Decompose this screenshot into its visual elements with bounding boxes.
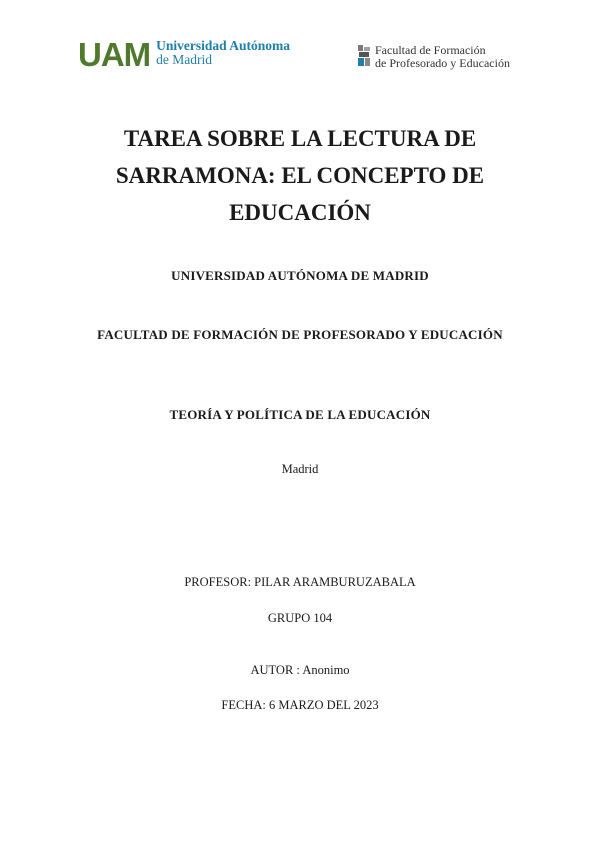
document-title: TAREA SOBRE LA LECTURA DE SARRAMONA: EL CONCEPTO DE EDUCACIÓN [115,126,485,225]
professor: PROFESOR: PILAR ARAMBURUZABALA [184,575,416,589]
subject-name: TEORÍA Y POLÍTICA DE LA EDUCACIÓN [169,407,431,422]
uam-logo-name-line1: Universidad Autónoma [156,37,291,53]
city: Madrid [281,462,319,476]
group: GRUPO 104 [267,611,333,625]
faculty-logo-text [375,44,510,70]
uam-logo-text [156,39,290,67]
faculty-logo-line2: de Profesorado y Educación [375,56,510,70]
uam-logo [78,36,291,73]
uam-logo-mark: UAM [78,36,151,73]
faculty-logo [357,44,510,70]
faculty-logo-line1: Facultad de Formación [375,43,486,57]
faculty-emblem-icon [357,44,371,68]
date: FECHA: 6 MARZO DEL 2023 [221,698,379,712]
faculty-name: FACULTAD DE FORMACIÓN DE PROFESORADO Y EDUCACIÓN [97,327,503,342]
university-name: UNIVERSIDAD AUTÓNOMA DE MADRID [171,268,429,283]
author: AUTOR : Anonimo [250,663,350,677]
uam-logo-name-line2: de Madrid [156,51,213,67]
